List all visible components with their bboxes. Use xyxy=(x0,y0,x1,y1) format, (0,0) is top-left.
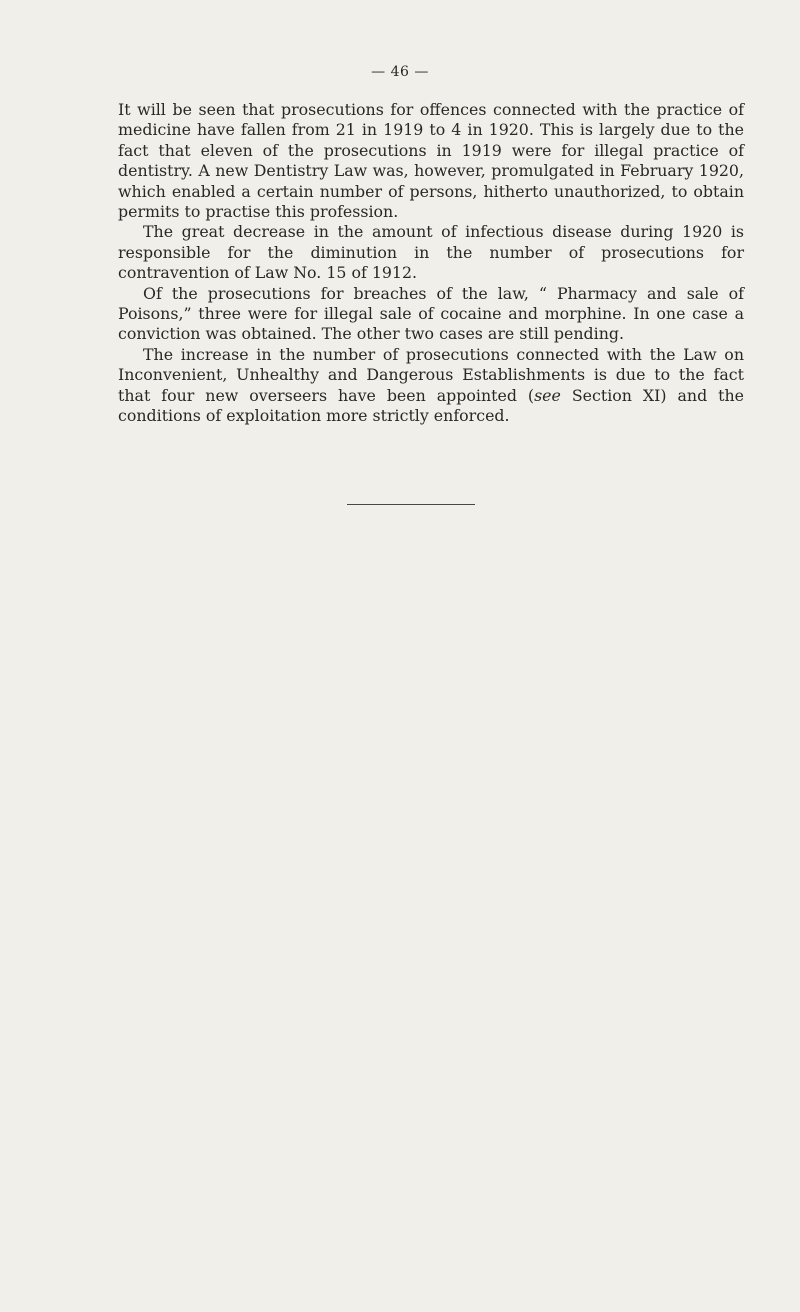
paragraph-establishments-text-before: The increase in the number of prosecutions connected with the Law on Inconvenient, Unhealthy and Dangerous Establishments is due to the fact that four new overseers have been appointed ( xyxy=(118,344,744,405)
paragraph-establishments xyxy=(118,345,744,427)
paragraph-infectious-disease: The great decrease in the amount of infectious disease during 1920 is responsible for the diminution in the number of prosecutions for contravention of Law No. 15 of 1912. xyxy=(118,222,744,283)
see-reference: see xyxy=(534,385,561,405)
section-divider-rule xyxy=(347,504,475,505)
body-text xyxy=(118,100,744,427)
paragraph-dentistry-prosecutions: It will be seen that prosecutions for offences connected with the practice of medicine have fallen from 21 in 1919 to 4 in 1920. This is largely due to the fact that eleven of the prosecutions in 1919 were for illegal practice of dentistry. A new Dentistry Law was, however, promulgated in February 1920, which enabled a certain number of persons, hitherto unauthorized, to obtain permits to practise this profession. xyxy=(118,100,744,222)
paragraph-establishments-text-after: Section XI) and the conditions of exploitation more strictly enforced. xyxy=(118,385,744,426)
page-number: — 46 — xyxy=(371,64,429,80)
paragraph-pharmacy-poisons: Of the prosecutions for breaches of the law, “ Pharmacy and sale of Poisons,” three were for illegal sale of cocaine and morphine. In one case a conviction was obtained. The other two cases are still pending. xyxy=(118,283,744,344)
